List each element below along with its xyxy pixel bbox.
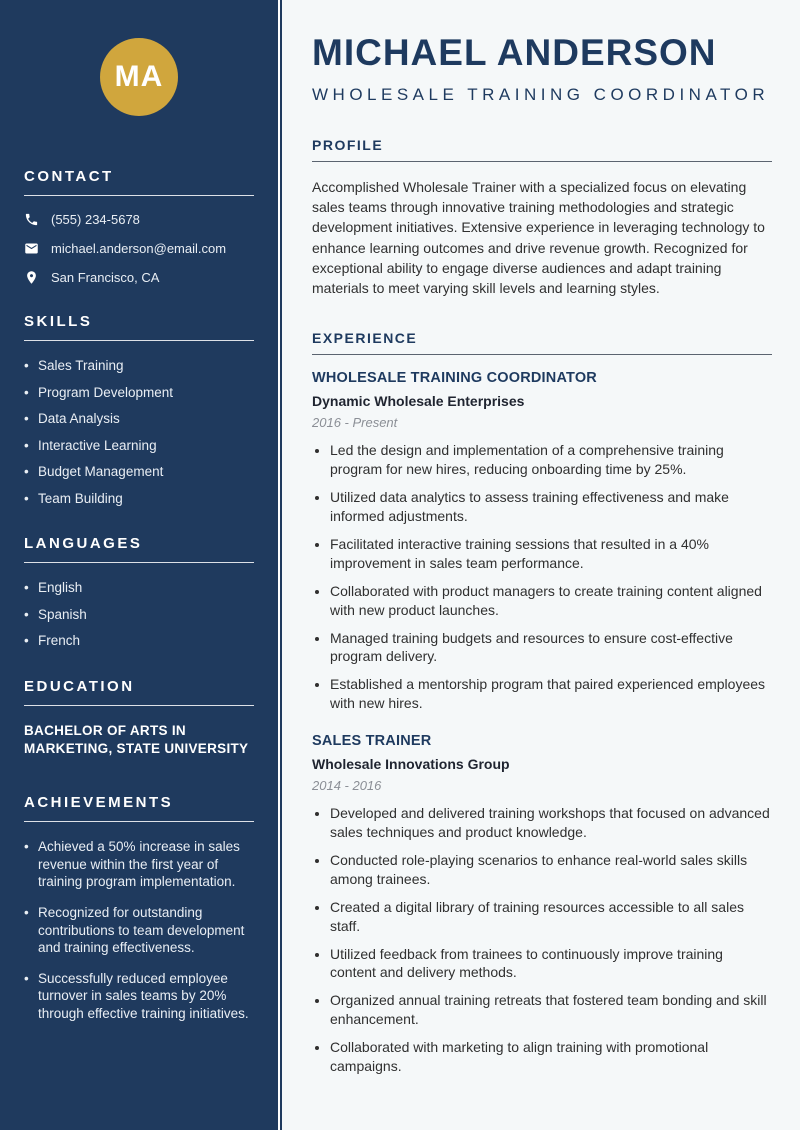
job-bullet-item: • Established a mentorship program that paired experienced employees with new hires. <box>330 675 772 713</box>
job-bullets <box>312 441 772 713</box>
profile-text: Accomplished Wholesale Trainer with a specialized focus on elevating sales teams through innovative training methodologies and strategic development initiatives. Extensive experience in leveraging technology to enhance learning outcomes and drive revenue growth. Recognized for exceptional ability to engage diverse audiences and adapt training materials to meet varying skill levels and learning styles. <box>312 178 765 297</box>
skill-item: • Program Development <box>24 384 254 402</box>
education-heading: EDUCATION <box>24 677 135 695</box>
job-bullet-item: • Utilized data analytics to assess training effectiveness and make informed adjustments. <box>330 488 772 526</box>
job-bullet-item: • Utilized feedback from trainees to continuously improve training content and delivery methods. <box>330 945 772 983</box>
achievement-item: • Achieved a 50% increase in sales revenue within the first year of training program implementation. <box>24 838 254 891</box>
education-degree: BACHELOR OF ARTS IN MARKETING, STATE UNIVERSITY <box>24 722 249 757</box>
divider <box>24 340 254 341</box>
experience-heading: EXPERIENCE <box>312 330 418 347</box>
skill-item: • Data Analysis <box>24 410 254 428</box>
job-bullet-item: • Collaborated with product managers to create training content aligned with new product launches. <box>330 582 772 620</box>
divider <box>312 161 772 162</box>
achievements-list <box>24 838 254 1022</box>
job-bullet-item: • Managed training budgets and resources to ensure cost-effective program delivery. <box>330 629 772 667</box>
job-title: WHOLESALE TRAINING COORDINATOR <box>312 370 597 387</box>
language-item: • English <box>24 579 254 597</box>
achievement-item: • Recognized for outstanding contributions to team development and training effectiveness. <box>24 904 254 957</box>
contact-phone-text: (555) 234-5678 <box>51 212 140 227</box>
divider <box>24 705 254 706</box>
job-title: SALES TRAINER <box>312 733 432 750</box>
skills-list <box>24 357 254 507</box>
contact-location-text: San Francisco, CA <box>51 270 160 285</box>
languages-section <box>24 535 254 650</box>
person-title: WHOLESALE TRAINING COORDINATOR <box>312 85 770 104</box>
achievement-item: • Successfully reduced employee turnover in sales teams by 20% through effective training initiatives. <box>24 970 254 1023</box>
language-item: • French <box>24 632 254 650</box>
contact-phone <box>24 212 254 227</box>
job-bullet-item: • Facilitated interactive training sessions that resulted in a 40% improvement in sales team performance. <box>330 535 772 573</box>
skills-heading: SKILLS <box>24 313 93 330</box>
contact-heading: CONTACT <box>24 168 114 185</box>
email-icon <box>24 241 39 256</box>
job-bullet-item: • Led the design and implementation of a comprehensive training program for new hires, reducing onboarding time by 25%. <box>330 441 772 479</box>
main-content <box>280 0 800 1130</box>
contact-location <box>24 270 254 285</box>
job-entry <box>312 733 772 1076</box>
education-section <box>24 678 254 758</box>
achievements-section <box>24 794 254 1022</box>
job-bullet-item: • Developed and delivered training workshops that focused on advanced sales techniques and product knowledge. <box>330 804 772 842</box>
person-name: MICHAEL ANDERSON <box>312 32 717 73</box>
skills-section <box>24 313 254 507</box>
contact-section <box>24 168 254 285</box>
job-company: Dynamic Wholesale Enterprises <box>312 393 525 410</box>
job-bullets <box>312 804 772 1076</box>
language-item: • Spanish <box>24 606 254 624</box>
job-company: Wholesale Innovations Group <box>312 756 510 773</box>
skill-item: • Sales Training <box>24 357 254 375</box>
job-bullet-item: • Created a digital library of training resources accessible to all sales staff. <box>330 898 772 936</box>
divider <box>24 195 254 196</box>
divider <box>24 562 254 563</box>
profile-heading: PROFILE <box>312 136 384 153</box>
avatar-initials: MA <box>114 60 164 93</box>
job-bullet-item: • Conducted role-playing scenarios to enhance real-world sales skills among trainees. <box>330 851 772 889</box>
contact-email <box>24 241 254 256</box>
languages-list <box>24 579 254 650</box>
skill-item: • Budget Management <box>24 463 254 481</box>
job-bullet-item: • Collaborated with marketing to align training with promotional campaigns. <box>330 1038 772 1076</box>
location-icon <box>24 270 39 285</box>
job-dates: 2014 - 2016 <box>312 778 382 794</box>
contact-email-text: michael.anderson@email.com <box>51 241 227 256</box>
achievements-heading: ACHIEVEMENTS <box>24 794 174 812</box>
divider <box>24 821 254 822</box>
skill-item: • Team Building <box>24 490 254 508</box>
job-entry <box>312 370 772 713</box>
languages-heading: LANGUAGES <box>24 535 143 553</box>
skill-item: • Interactive Learning <box>24 437 254 455</box>
divider <box>312 354 772 355</box>
job-bullet-item: • Organized annual training retreats that fostered team bonding and skill enhancement. <box>330 991 772 1029</box>
job-dates: 2016 - Present <box>312 415 398 431</box>
sidebar <box>0 0 278 1130</box>
phone-icon <box>24 212 39 227</box>
avatar <box>100 38 178 116</box>
